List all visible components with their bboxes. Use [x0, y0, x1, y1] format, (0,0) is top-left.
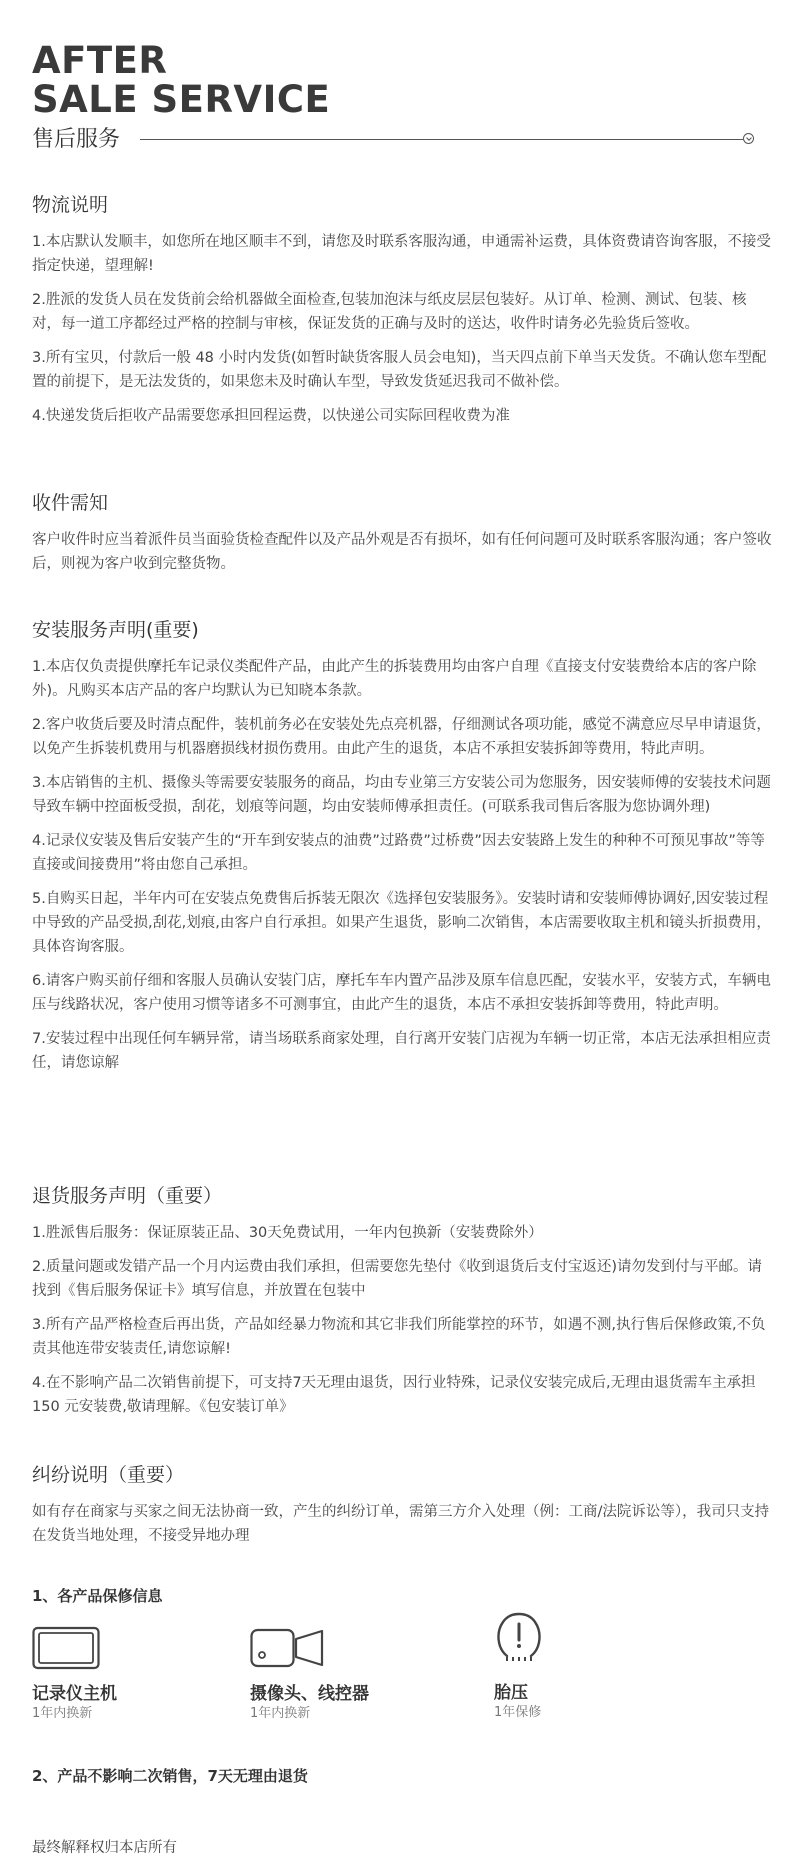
- section-disputes: [32, 1462, 772, 1548]
- paragraph: 5.自购买日起，半年内可在安装点免费售后拆装无限次《选择包安装服务》。安装时请和安装师傅协调好,因安装过程中导致的产品受损,刮花,划痕,由客户自行承担。如果产生退货，影响二次销售，本店需要收取主机和镜头折损费用，具体咨询客服。: [32, 891, 771, 955]
- section-title: 纠纷说明（重要）: [32, 1464, 185, 1486]
- paragraph: 2.客户收货后要及时清点配件，装机前务必在安装处先点亮机器，仔细测试各项功能，感觉不满意应尽早申请退货，以免产生拆装机费用与机器磨损线材损伤费用。由此产生的退货，本店不承担安装拆卸等费用，特此声明。: [32, 717, 771, 757]
- footer-note: 最终解释权归本店所有: [32, 1840, 177, 1856]
- section-receiving: [32, 490, 772, 576]
- warranty-item-label: 记录仪主机: [32, 1684, 117, 1704]
- subtitle-row: [32, 125, 762, 155]
- paragraph: 3.所有宝贝，付款后一般 48 小时内发货(如暂时缺货客服人员会电知)，当天四点前下单当天发货。不确认您车型配置的前提下，是无法发货的，如果您未及时确认车型，导致发货延迟我司不做补偿。: [32, 350, 767, 390]
- paragraph: 4.记录仪安装及售后安装产生的“开车到安装点的油费”过路费”过桥费”因去安装路上发生的种种不可预见事故”等等直接或间接费用”将由您自己承担。: [32, 833, 765, 873]
- tire-pressure-icon: [494, 1612, 544, 1662]
- section-returns: [32, 1183, 772, 1419]
- returns-note: 2、产品不影响二次销售，7天无理由退货: [32, 1767, 308, 1785]
- subtitle-divider: [140, 139, 743, 140]
- paragraph: 客户收件时应当着派件员当面验货检查配件以及产品外观是否有损坏，如有任何问题可及时联系客服沟通；客户签收后，则视为客户收到完整货物。: [32, 532, 772, 572]
- warranty-item-period: 1年保修: [494, 1705, 542, 1720]
- paragraph: 4.快递发货后拒收产品需要您承担回程运费，以快递公司实际回程收费为准: [32, 408, 510, 424]
- paragraph: 1.本店仅负责提供摩托车记录仪类配件产品，由此产生的拆装费用均由客户自理《直接支付安装费给本店的客户除外)。凡购买本店产品的客户均默认为已知晓本条款。: [32, 659, 757, 699]
- paragraph: 2.胜派的发货人员在发货前会给机器做全面检查,包装加泡沫与纸皮层层包装好。从订单、检测、测试、包装、核对，每一道工序都经过严格的控制与审核，保证发货的正确与及时的送达，收件时请务必先验货后签收。: [32, 292, 747, 332]
- paragraph: 1.本店默认发顺丰，如您所在地区顺丰不到，请您及时联系客服沟通，申通需补运费，具体资费请咨询客服，不接受指定快递，望理解!: [32, 234, 771, 274]
- paragraph: 1.胜派售后服务：保证原装正品、30天免费试用，一年内包换新（安装费除外）: [32, 1225, 543, 1241]
- camera-controller-icon: [250, 1625, 326, 1671]
- paragraph: 如有存在商家与买家之间无法协商一致，产生的纠纷订单，需第三方介入处理（例：工商/法院诉讼等），我司只支持在发货当地处理，不接受异地办理: [32, 1504, 770, 1544]
- section-title: 物流说明: [32, 194, 109, 216]
- section-title: 收件需知: [32, 492, 109, 514]
- dashcam-monitor-icon: [32, 1625, 102, 1671]
- chevron-down-circle-icon: [743, 133, 754, 144]
- page-subtitle: 售后服务: [32, 127, 121, 152]
- paragraph: 6.请客户购买前仔细和客服人员确认安装门店，摩托车车内置产品涉及原车信息匹配，安装水平，安装方式，车辆电压与线路状况，客户使用习惯等诸多不可测事宜，由此产生的退货，本店不承担安装拆卸等费用，特此声明。: [32, 973, 771, 1013]
- hero-title-line2: SALE SERVICE: [32, 78, 331, 121]
- warranty-item-period: 1年内换新: [32, 1706, 93, 1721]
- paragraph: 7.安装过程中出现任何车辆异常，请当场联系商家处理，自行离开安装门店视为车辆一切正常，本店无法承担相应责任，请您谅解: [32, 1031, 771, 1071]
- paragraph: 4.在不影响产品二次销售前提下，可支持7天无理由退货，因行业特殊，记录仪安装完成后,无理由退货需车主承担 150 元安装费,敬请理解。《包安装订单》: [32, 1375, 756, 1415]
- paragraph: 3.本店销售的主机、摄像头等需要安装服务的商品，均由专业第三方安装公司为您服务，因安装师傅的安装技术问题导致车辆中控面板受损，刮花，划痕等问题，均由安装师傅承担责任。(可联系我司售后客服为您协调外理): [32, 775, 771, 815]
- warranty-item-period: 1年内换新: [250, 1706, 311, 1721]
- hero-title-line1: AFTER: [32, 39, 168, 82]
- section-title: 退货服务声明（重要）: [32, 1185, 223, 1207]
- paragraph: 2.质量问题或发错产品一个月内运费由我们承担，但需要您先垫付《收到退货后支付宝返还)请勿发到付与平邮。请找到《售后服务保证卡》填写信息，并放置在包装中: [32, 1259, 762, 1299]
- warranty-item-label: 摄像头、线控器: [250, 1684, 369, 1704]
- section-installation: [32, 617, 772, 1075]
- warranty-item-label: 胎压: [494, 1683, 528, 1703]
- warranty-title: 1、各产品保修信息: [32, 1587, 163, 1605]
- section-logistics: [32, 192, 772, 428]
- paragraph: 3.所有产品严格检查后再出货，产品如经暴力物流和其它非我们所能掌控的环节，如遇不测,执行售后保修政策,不负责其他连带安装责任,请您谅解!: [32, 1317, 766, 1357]
- section-title: 安装服务声明(重要): [32, 619, 199, 641]
